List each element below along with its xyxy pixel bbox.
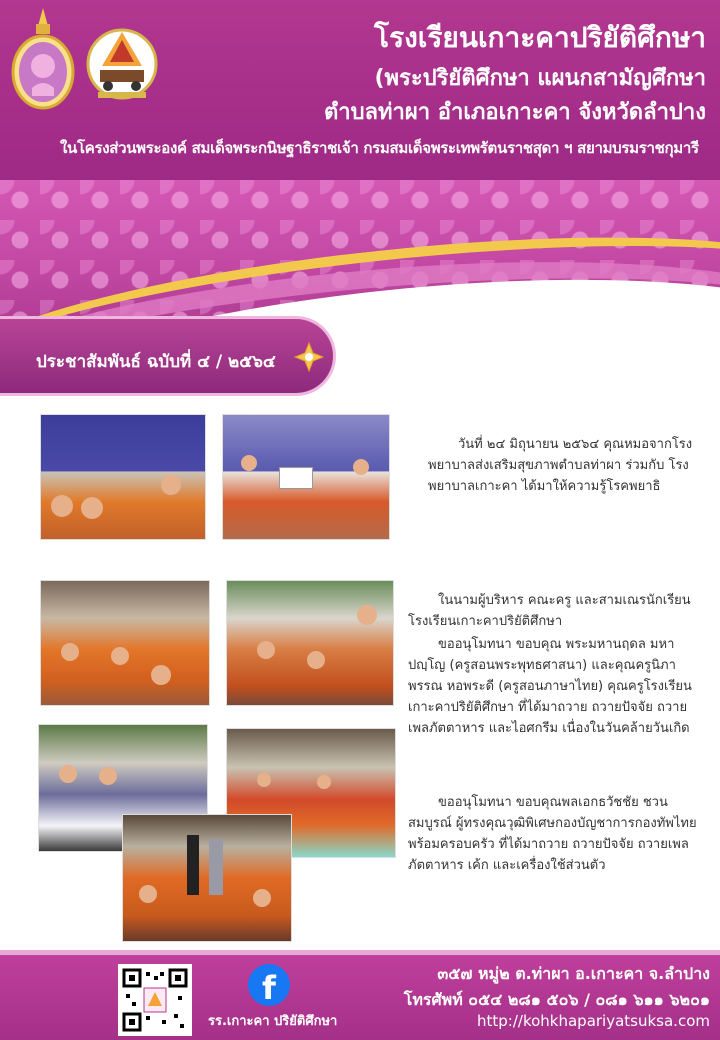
sparkle-icon: [620, 280, 680, 320]
royal-patronage: ในโครงส่วนพระองค์ สมเด็จพระกนิษฐาธิราชเจ้า กรมสมเด็จพระเทพรัตนราชสุดา ฯ สยามบรมราชกุมารี: [60, 139, 699, 157]
photo-offering-5: [122, 814, 292, 942]
school-phone: โทรศัพท์ ๐๕๔ ๒๘๑ ๕๐๖ / ๐๘๑ ๖๑๑ ๖๒๐๑: [403, 990, 710, 1009]
school-crest-icon: [86, 22, 158, 106]
section1-text: วันที่ ๒๔ มิถุนายน ๒๕๖๔ คุณหมอจากโรงพยาบาลส่งเสริมสุขภาพตำบลท่าผา ร่วมกับ โรงพยาบาลเกาะคา ได้มาให้ความรู้โรคพยาธิ: [428, 437, 693, 494]
school-name: โรงเรียนเกาะคาปริยัติศึกษา: [374, 21, 706, 54]
qr-code-icon: [118, 964, 192, 1036]
photo-health-talk-2: [222, 414, 390, 540]
photo-health-talk-1: [40, 414, 206, 540]
photo-offering-2: [226, 580, 394, 706]
school-website-link[interactable]: http://kohkhapariyatsuksa.com: [477, 1012, 710, 1030]
section2-thanks-general: ขออนุโมทนา ขอบคุณพลเอกธวัชชัย ชวนสมบูรณ์ ผู้ทรงคุณวุฒิพิเศษกองบัญชาการกองทัพไทย พร้อมครอบครัว ที่ได้มาถวาย ถวายปัจจัย ถวายเพลภัตตาหาร เค้ก และเครื่องใช้ส่วนตัว: [408, 795, 697, 873]
facebook-page-name[interactable]: รร.เกาะคา ปริยัติศึกษา: [208, 1014, 338, 1029]
section2-thanks-teachers: ขออนุโมทนา ขอบคุณ พระมหานฤดล มหาปญฺโญ (ครูสอนพระพุทธศาสนา) และคุณครูนิภาพรรณ หอพระดี (ครูสอนภาษาไทย) คุณครูโรงเรียนเกาะคาปริยัติศึกษา ที่ได้มาถวาย ถวายปัจจัย ถวายเพลภัตตาหาร และไอศกรีม เนื่องในวันคล้ายวันเกิด: [408, 637, 692, 736]
school-location: ตำบลท่าผา อำเภอเกาะคา จังหวัดลำปาง: [323, 100, 706, 125]
facebook-icon[interactable]: f: [248, 964, 290, 1006]
school-subtitle: (พระปริยัติศึกษา แผนกสามัญศึกษา: [374, 66, 706, 91]
photo-offering-1: [40, 580, 210, 706]
section2-intro: ในนามผู้บริหาร คณะครู และสามเณรนักเรียน โรงเรียนเกาะคาปริยัติศึกษา: [408, 593, 691, 629]
ornament-icon: [294, 342, 324, 372]
issue-title: ประชาสัมพันธ์ ฉบับที่ ๔ / ๒๕๖๔: [36, 352, 276, 372]
school-address: ๓๕๗ หมู่๒ ต.ท่าผา อ.เกาะคา จ.ลำปาง: [437, 964, 710, 983]
royal-emblem-icon: [10, 6, 76, 110]
